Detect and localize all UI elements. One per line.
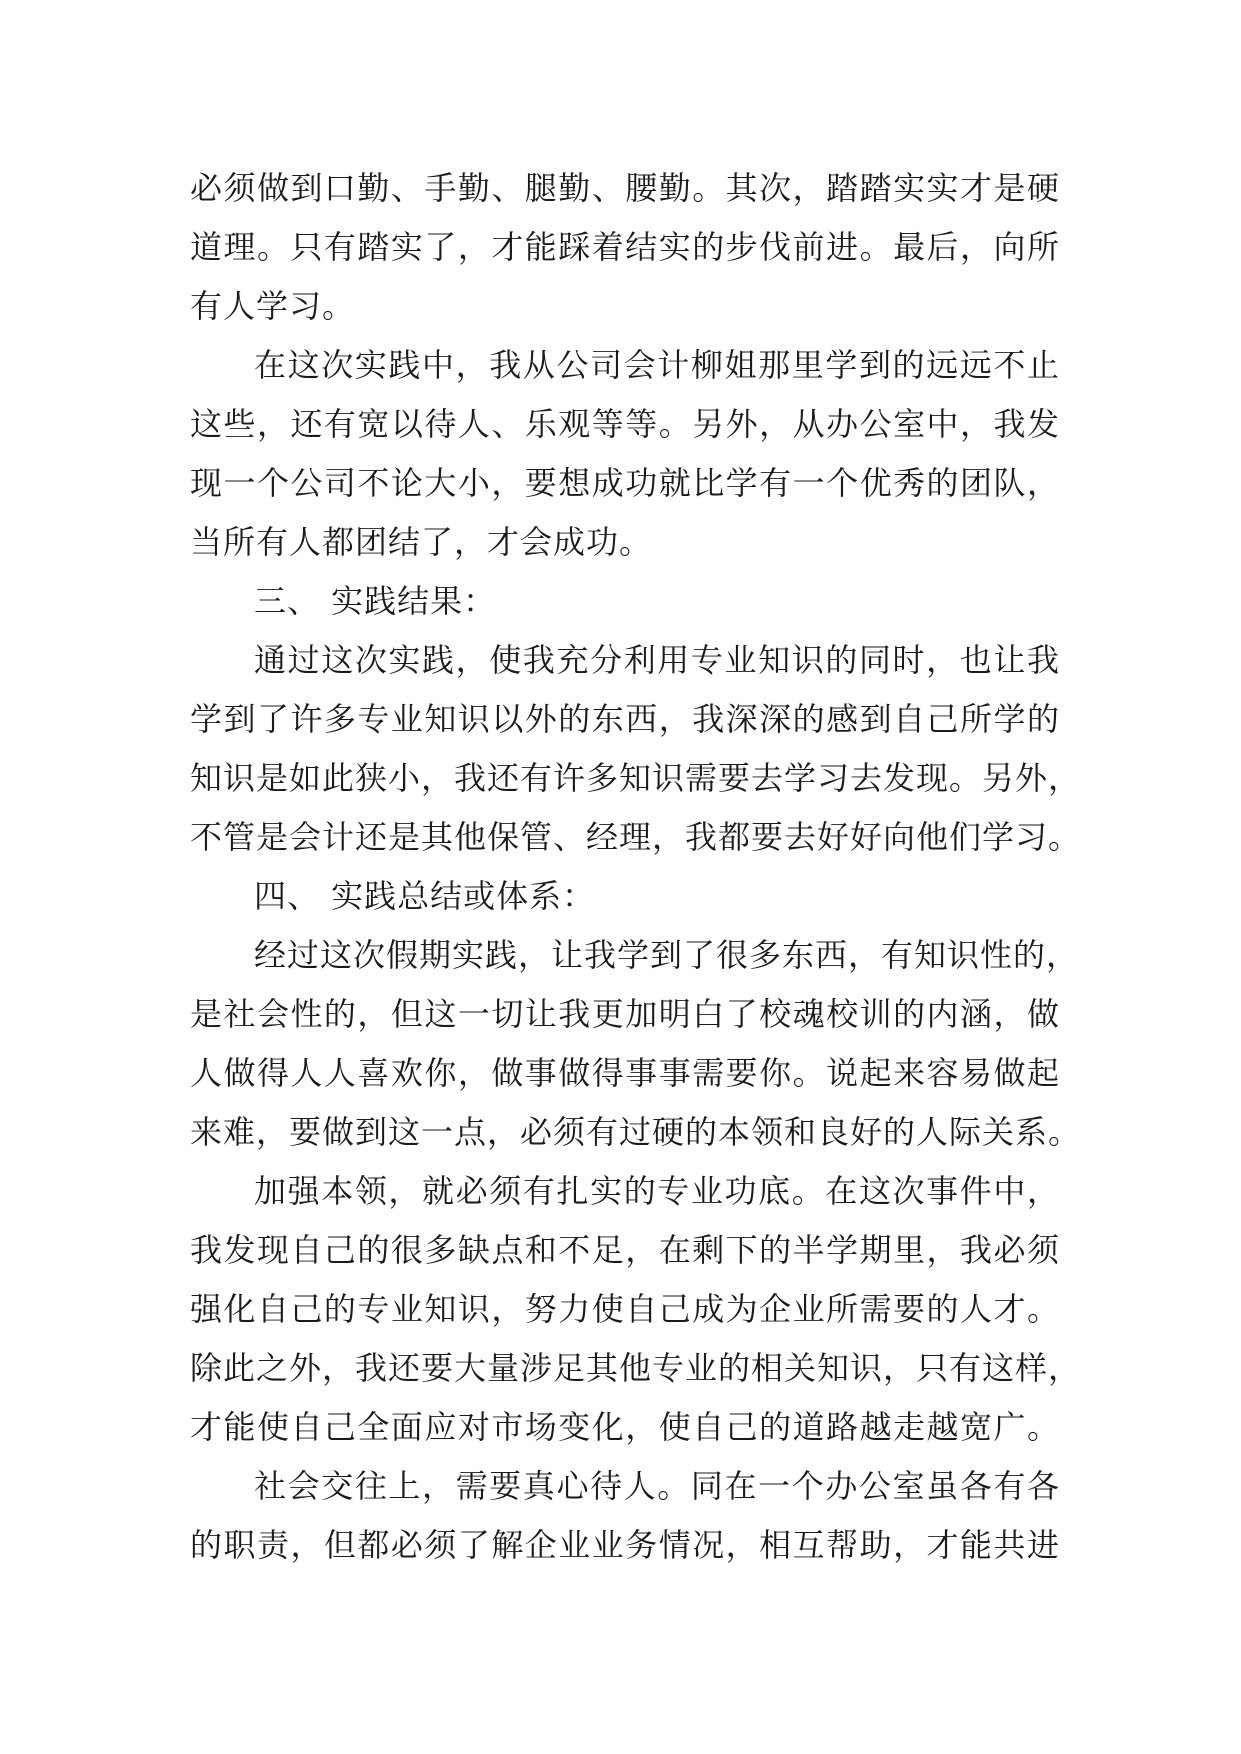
text-line: 我发现自己的很多缺点和不足，在剩下的半学期里，我必须 bbox=[190, 1231, 1060, 1269]
text-line: 有人学习。 bbox=[190, 287, 356, 325]
paragraph-first-line: 加强本领，就必须有扎实的专业功底。在这次事件中， bbox=[254, 1172, 1060, 1210]
text-line: 的职责，但都必须了解企业业务情况，相互帮助，才能共进 bbox=[190, 1526, 1060, 1564]
text-line: 知识是如此狭小，我还有许多知识需要去学习去发现。另外， bbox=[190, 759, 1082, 797]
paragraph-first-line: 经过这次假期实践，让我学到了很多东西，有知识性的， bbox=[254, 936, 1080, 974]
text-line: 这些，还有宽以待人、乐观等等。另外，从办公室中，我发 bbox=[190, 405, 1060, 443]
text-line: 人做得人人喜欢你，做事做得事事需要你。说起来容易做起 bbox=[190, 1054, 1060, 1092]
text-line: 学到了许多专业知识以外的东西，我深深的感到自己所学的 bbox=[190, 700, 1060, 738]
text-line: 道理。只有踏实了，才能踩着结实的步伐前进。最后，向所 bbox=[190, 228, 1060, 266]
text-line: 当所有人都团结了，才会成功。 bbox=[190, 523, 653, 561]
text-line: 是社会性的，但这一切让我更加明白了校魂校训的内涵，做 bbox=[190, 995, 1060, 1033]
paragraph-first-line: 社会交往上，需要真心待人。同在一个办公室虽各有各 bbox=[254, 1467, 1060, 1505]
paragraph-first-line: 通过这次实践，使我充分利用专业知识的同时，也让我 bbox=[254, 641, 1060, 679]
text-line: 现一个公司不论大小，要想成功就比学有一个优秀的团队， bbox=[190, 464, 1060, 502]
text-line: 才能使自己全面应对市场变化，使自己的道路越走越宽广。 bbox=[190, 1408, 1060, 1446]
text-line: 来难，要做到这一点，必须有过硬的本领和良好的人际关系。 bbox=[190, 1113, 1082, 1151]
text-line: 强化自己的专业知识，努力使自己成为企业所需要的人才。 bbox=[190, 1290, 1060, 1328]
text-line: 不管是会计还是其他保管、经理，我都要去好好向他们学习。 bbox=[190, 818, 1082, 856]
text-line: 必须做到口勤、手勤、腿勤、腰勤。其次，踏踏实实才是硬 bbox=[190, 169, 1060, 207]
section-heading: 四、 实践总结或体系： bbox=[254, 877, 596, 915]
text-line: 除此之外，我还要大量涉足其他专业的相关知识，只有这样， bbox=[190, 1349, 1082, 1387]
section-heading: 三、 实践结果： bbox=[254, 582, 497, 620]
paragraph-first-line: 在这次实践中，我从公司会计柳姐那里学到的远远不止 bbox=[254, 346, 1060, 384]
